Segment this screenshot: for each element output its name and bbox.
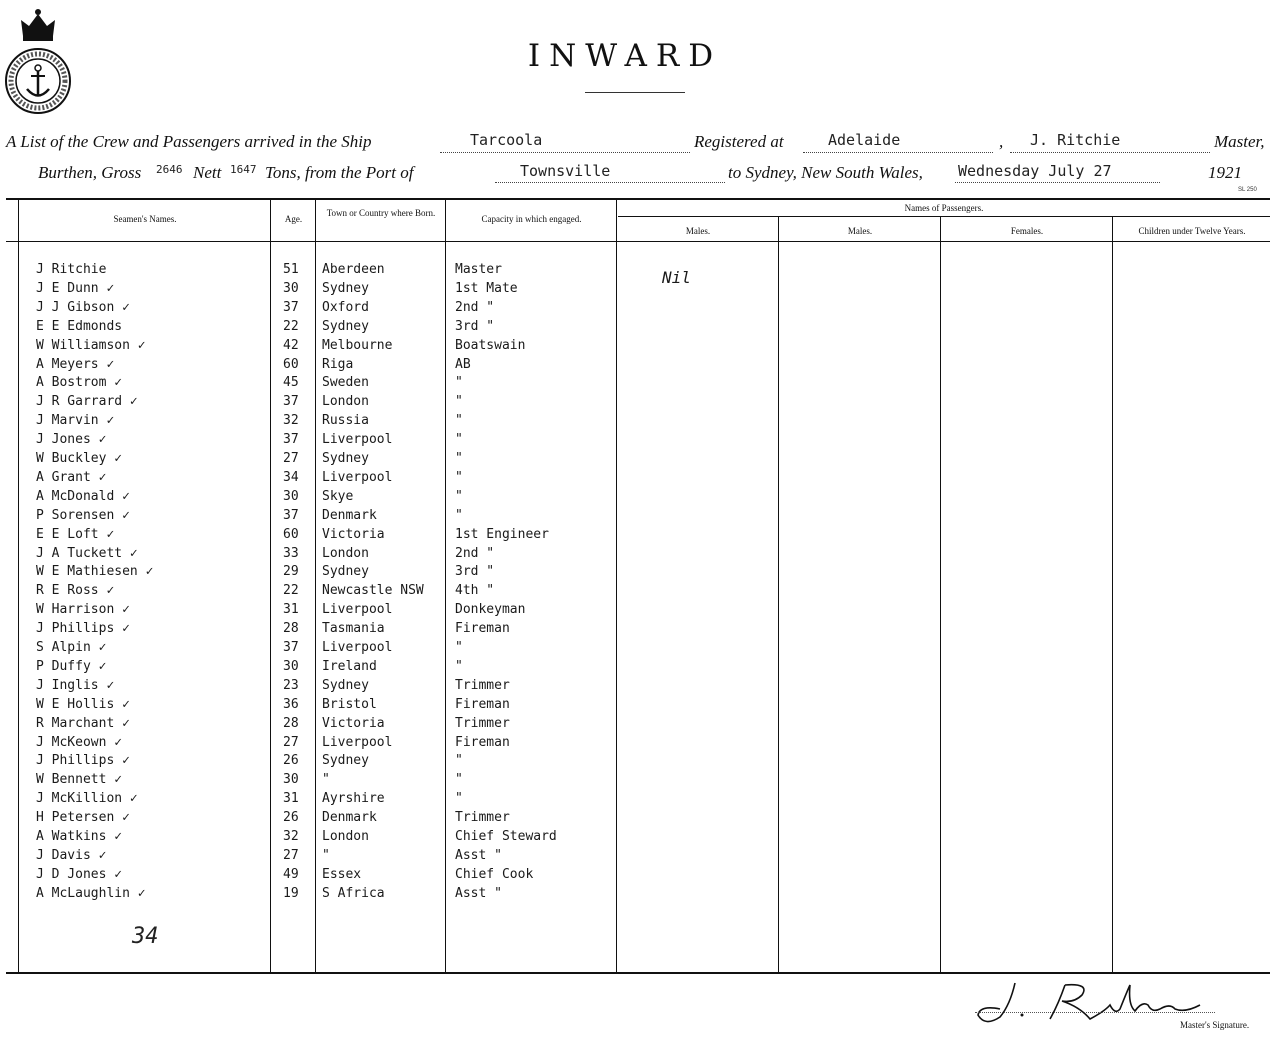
row-seaman-name: J A Tuckett ✓	[36, 545, 138, 561]
row-age: 27	[283, 451, 299, 466]
row-capacity: "	[455, 753, 463, 769]
master-name: J. Ritchie	[1030, 131, 1121, 149]
row-capacity: 1st Mate	[455, 280, 518, 296]
row-age: 31	[283, 791, 299, 807]
row-capacity: "	[455, 791, 463, 807]
registered-label: Registered at	[694, 132, 784, 151]
row-age: 51	[283, 262, 299, 277]
row-capacity: Chief Cook	[455, 866, 534, 882]
row-seaman-name: W E Mathiesen ✓	[36, 564, 154, 580]
row-birthplace: Russia	[322, 413, 369, 429]
row-birthplace: Sydney	[322, 677, 369, 693]
row-capacity: "	[455, 507, 463, 523]
row-capacity: "	[455, 469, 463, 485]
row-birthplace: Essex	[322, 866, 362, 882]
row-birthplace: Bristol	[322, 696, 377, 712]
row-birthplace: London	[322, 394, 369, 410]
port-underline	[495, 182, 725, 183]
row-age: 30	[283, 488, 299, 504]
row-seaman-name: E E Loft ✓	[36, 526, 115, 542]
header-bottom-rule	[6, 241, 1270, 242]
row-birthplace: Sydney	[322, 564, 369, 580]
row-capacity: Asst "	[455, 885, 502, 901]
row-birthplace: Victoria	[322, 715, 385, 731]
header-names-of-passengers: Names of Passengers.	[904, 203, 984, 213]
table-top-rule	[6, 198, 1270, 200]
row-age: 28	[283, 715, 299, 731]
row-capacity: Boatswain	[455, 337, 526, 353]
header-capacity: Capacity in which engaged.	[481, 214, 582, 224]
row-birthplace: Sydney	[322, 451, 369, 466]
row-seaman-name: W Harrison ✓	[36, 602, 130, 618]
burthen-label: Burthen, Gross	[38, 163, 142, 182]
row-birthplace: "	[322, 847, 330, 863]
row-seaman-name: J Phillips ✓	[36, 621, 130, 637]
row-age: 23	[283, 677, 299, 693]
master-label: Master,	[1214, 132, 1265, 151]
row-age: 32	[283, 413, 299, 429]
row-age: 32	[283, 829, 299, 844]
shipping-masters-office-seal	[3, 6, 73, 126]
row-birthplace: Skye	[322, 488, 354, 504]
col-divider-females	[940, 216, 941, 972]
row-birthplace: Denmark	[322, 507, 377, 523]
row-capacity: "	[455, 772, 463, 788]
row-birthplace: Liverpool	[322, 640, 393, 655]
row-capacity: Asst "	[455, 847, 502, 863]
row-seaman-name: A Meyers ✓	[36, 356, 115, 372]
row-capacity: "	[455, 640, 463, 655]
header-females: Females.	[1010, 226, 1044, 236]
header-town-born: Town or Country where Born.	[326, 208, 436, 218]
row-birthplace: London	[322, 545, 369, 561]
row-age: 28	[283, 621, 299, 637]
header-age: Age.	[284, 214, 303, 224]
row-seaman-name: J Phillips ✓	[36, 753, 130, 769]
row-capacity: "	[455, 432, 463, 448]
row-capacity: 3rd "	[455, 564, 495, 580]
row-age: 37	[283, 394, 299, 410]
row-capacity: Fireman	[455, 621, 510, 637]
row-birthplace: Sydney	[322, 318, 369, 334]
row-capacity: "	[455, 451, 463, 466]
row-capacity: "	[455, 413, 463, 429]
row-age: 45	[283, 375, 299, 391]
row-seaman-name: A Bostrom ✓	[36, 375, 123, 391]
nett-label: Nett	[193, 163, 222, 182]
crew-total: 34	[132, 924, 159, 949]
col-divider-males2	[778, 216, 779, 972]
row-capacity: 2nd "	[455, 299, 495, 315]
signature-line	[975, 1012, 1215, 1013]
row-age: 19	[283, 885, 299, 901]
table-bottom-rule	[6, 972, 1270, 974]
row-seaman-name: R Marchant ✓	[36, 715, 130, 731]
left-border	[18, 200, 19, 972]
row-seaman-name: J Ritchie	[36, 262, 107, 277]
row-age: 60	[283, 356, 299, 372]
row-capacity: Fireman	[455, 696, 510, 712]
row-capacity: "	[455, 658, 463, 674]
ship-name: Tarcoola	[470, 131, 543, 149]
row-age: 37	[283, 432, 299, 448]
registered-underline	[803, 152, 993, 153]
row-age: 30	[283, 772, 299, 788]
from-port: Townsville	[520, 162, 611, 180]
row-birthplace: Riga	[322, 356, 354, 372]
row-age: 29	[283, 564, 299, 580]
row-seaman-name: J D Jones ✓	[36, 866, 123, 882]
row-capacity: 3rd "	[455, 318, 495, 334]
row-birthplace: Liverpool	[322, 469, 393, 485]
row-capacity: 1st Engineer	[455, 526, 549, 542]
row-age: 26	[283, 810, 299, 826]
row-capacity: Trimmer	[455, 677, 510, 693]
row-age: 30	[283, 280, 299, 296]
row-capacity: Master	[455, 262, 502, 277]
row-seaman-name: P Duffy ✓	[36, 658, 107, 674]
col-divider-children	[1112, 216, 1113, 972]
line1-prefix: A List of the Crew and Passengers arrived in the Ship	[6, 132, 372, 151]
row-capacity: "	[455, 394, 463, 410]
row-seaman-name: W Bennett ✓	[36, 772, 123, 788]
row-seaman-name: J E Dunn ✓	[36, 280, 115, 296]
row-capacity: Chief Steward	[455, 829, 557, 844]
row-birthplace: Aberdeen	[322, 262, 385, 277]
masters-signature-label: Master's Signature.	[1180, 1020, 1250, 1030]
row-age: 26	[283, 753, 299, 769]
row-capacity: Donkeyman	[455, 602, 526, 618]
row-capacity: Trimmer	[455, 715, 510, 731]
gross-value: 2646	[156, 163, 183, 176]
row-age: 36	[283, 696, 299, 712]
row-birthplace: Liverpool	[322, 432, 393, 448]
row-age: 31	[283, 602, 299, 618]
col-divider-age	[270, 200, 271, 972]
row-seaman-name: A Grant ✓	[36, 469, 107, 485]
row-age: 42	[283, 337, 299, 353]
title-underline	[585, 92, 685, 93]
form-number: SL 250	[1238, 187, 1257, 193]
ship-underline	[440, 152, 690, 153]
nett-value: 1647	[230, 163, 257, 176]
row-birthplace: S Africa	[322, 885, 385, 901]
row-seaman-name: W Williamson ✓	[36, 337, 146, 353]
row-birthplace: Sydney	[322, 753, 369, 769]
row-birthplace: Melbourne	[322, 337, 393, 353]
row-birthplace: "	[322, 772, 330, 788]
row-seaman-name: P Sorensen ✓	[36, 507, 130, 523]
row-seaman-name: J Jones ✓	[36, 432, 107, 448]
row-seaman-name: J Davis ✓	[36, 847, 107, 863]
row-age: 37	[283, 640, 299, 655]
row-seaman-name: S Alpin ✓	[36, 640, 107, 655]
row-seaman-name: H Petersen ✓	[36, 810, 130, 826]
row-birthplace: Tasmania	[322, 621, 385, 637]
date-underline	[955, 182, 1160, 183]
row-birthplace: Newcastle NSW	[322, 583, 424, 599]
row-seaman-name: J McKeown ✓	[36, 734, 123, 750]
form-title: INWARD	[527, 38, 723, 74]
row-age: 33	[283, 545, 299, 561]
row-age: 34	[283, 469, 299, 485]
row-capacity: "	[455, 488, 463, 504]
registered-port: Adelaide	[828, 131, 901, 149]
header-children: Children under Twelve Years.	[1138, 226, 1246, 236]
row-capacity: AB	[455, 356, 471, 372]
row-birthplace: Victoria	[322, 526, 385, 542]
row-age: 37	[283, 299, 299, 315]
passengers-subrule	[618, 216, 1270, 217]
row-seaman-name: J Inglis ✓	[36, 677, 115, 693]
row-birthplace: Ireland	[322, 658, 377, 674]
master-underline	[1010, 152, 1210, 153]
row-birthplace: Oxford	[322, 299, 369, 315]
row-seaman-name: J R Garrard ✓	[36, 394, 138, 410]
row-age: 27	[283, 734, 299, 750]
row-capacity: Trimmer	[455, 810, 510, 826]
row-capacity: 2nd "	[455, 545, 495, 561]
header-males-2: Males.	[847, 226, 873, 236]
row-birthplace: Sydney	[322, 280, 369, 296]
row-seaman-name: J J Gibson ✓	[36, 299, 130, 315]
row-age: 30	[283, 658, 299, 674]
row-seaman-name: A McDonald ✓	[36, 488, 130, 504]
tons-label: Tons, from the Port of	[265, 163, 414, 182]
col-divider-born	[315, 200, 316, 972]
header-seamens-names: Seamen's Names.	[113, 214, 177, 224]
row-age: 60	[283, 526, 299, 542]
row-age: 22	[283, 318, 299, 334]
row-birthplace: Sweden	[322, 375, 369, 391]
row-seaman-name: R E Ross ✓	[36, 583, 115, 599]
row-birthplace: London	[322, 829, 369, 844]
row-capacity: Fireman	[455, 734, 510, 750]
row-birthplace: Liverpool	[322, 602, 393, 618]
to-sydney-label: to Sydney, New South Wales,	[728, 163, 923, 182]
row-seaman-name: J McKillion ✓	[36, 791, 138, 807]
row-capacity: "	[455, 375, 463, 391]
row-seaman-name: E E Edmonds	[36, 318, 123, 334]
row-capacity: 4th "	[455, 583, 495, 599]
row-age: 37	[283, 507, 299, 523]
row-seaman-name: W E Hollis ✓	[36, 696, 130, 712]
arrival-date: Wednesday July 27	[958, 162, 1112, 180]
row-birthplace: Ayrshire	[322, 791, 385, 807]
row-seaman-name: A McLaughlin ✓	[36, 885, 146, 901]
year: 1921	[1208, 163, 1242, 182]
row-birthplace: Liverpool	[322, 734, 393, 750]
row-age: 49	[283, 866, 299, 882]
passengers-nil: Nil	[662, 268, 691, 287]
header-males-1: Males.	[685, 226, 711, 236]
row-seaman-name: J Marvin ✓	[36, 413, 115, 429]
row-birthplace: Denmark	[322, 810, 377, 826]
row-age: 27	[283, 847, 299, 863]
row-seaman-name: W Buckley ✓	[36, 451, 123, 466]
row-age: 22	[283, 583, 299, 599]
col-divider-capacity	[445, 200, 446, 972]
row-seaman-name: A Watkins ✓	[36, 829, 123, 844]
comma: ,	[999, 132, 1004, 151]
col-divider-passengers	[616, 200, 617, 972]
